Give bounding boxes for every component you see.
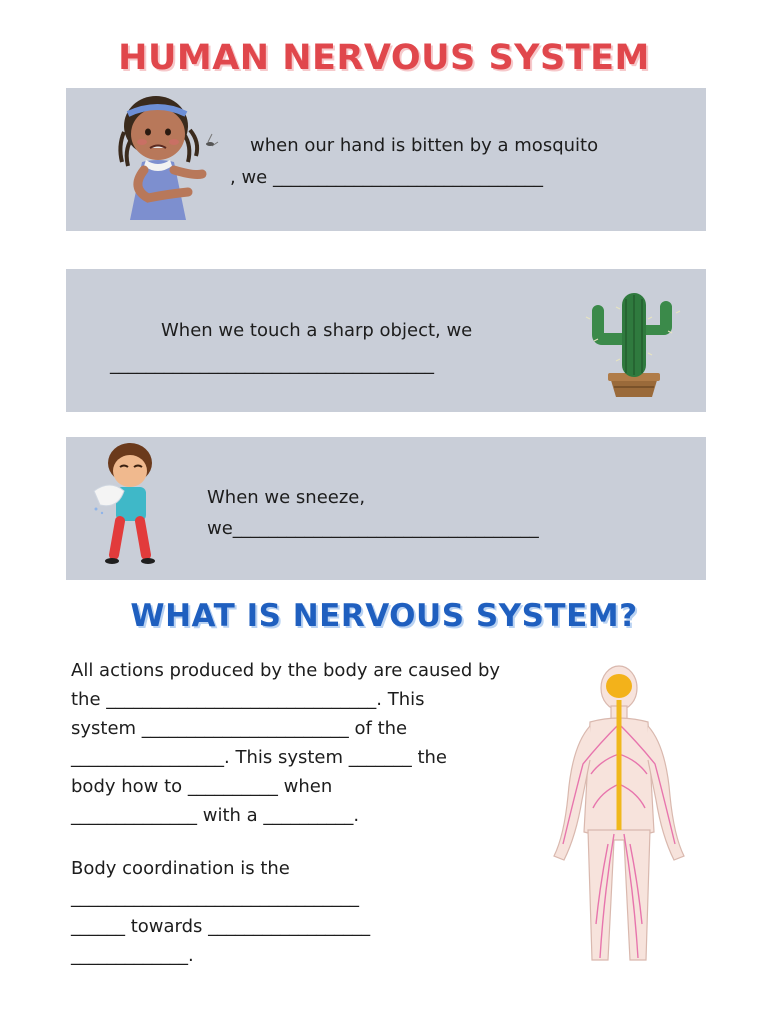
scenario-1-line-2: , we ______________________________: [230, 167, 543, 188]
scenario-panel-sneeze: [66, 437, 706, 580]
definition-line: All actions produced by the body are caused by: [71, 660, 501, 681]
scenario-panel-mosquito: [66, 88, 706, 231]
boy-sneezing-illustration: [90, 439, 174, 579]
scenario-1-line-1: when our hand is bitten by a mosquito: [250, 135, 599, 156]
coordination-line: ______ towards __________________: [71, 916, 371, 937]
scenario-panel-sharp-object: [66, 269, 706, 412]
girl-itching-illustration: [108, 90, 228, 224]
definition-line: _________________. This system _______ the: [71, 747, 448, 768]
coordination-line: ________________________________: [71, 887, 359, 908]
definition-line: system _______________________ of the: [71, 718, 408, 739]
scenario-2-line-2: ____________________________________: [110, 354, 434, 375]
coordination-line: Body coordination is the: [71, 858, 290, 879]
scenario-2-line-1: When we touch a sharp object, we: [161, 320, 473, 341]
cactus-illustration: [582, 289, 686, 399]
definition-line: ______________ with a __________.: [71, 805, 360, 826]
scenario-3-line-2: we__________________________________: [207, 518, 539, 539]
page-title: HUMAN NERVOUS SYSTEM: [118, 38, 650, 78]
nervous-system-body-illustration: [548, 664, 690, 980]
section-title: WHAT IS NERVOUS SYSTEM?: [130, 598, 638, 634]
coordination-line: _____________.: [71, 945, 194, 966]
definition-line: body how to __________ when: [71, 776, 333, 797]
definition-line: the ______________________________. This: [71, 689, 425, 710]
scenario-3-line-1: When we sneeze,: [207, 487, 366, 508]
